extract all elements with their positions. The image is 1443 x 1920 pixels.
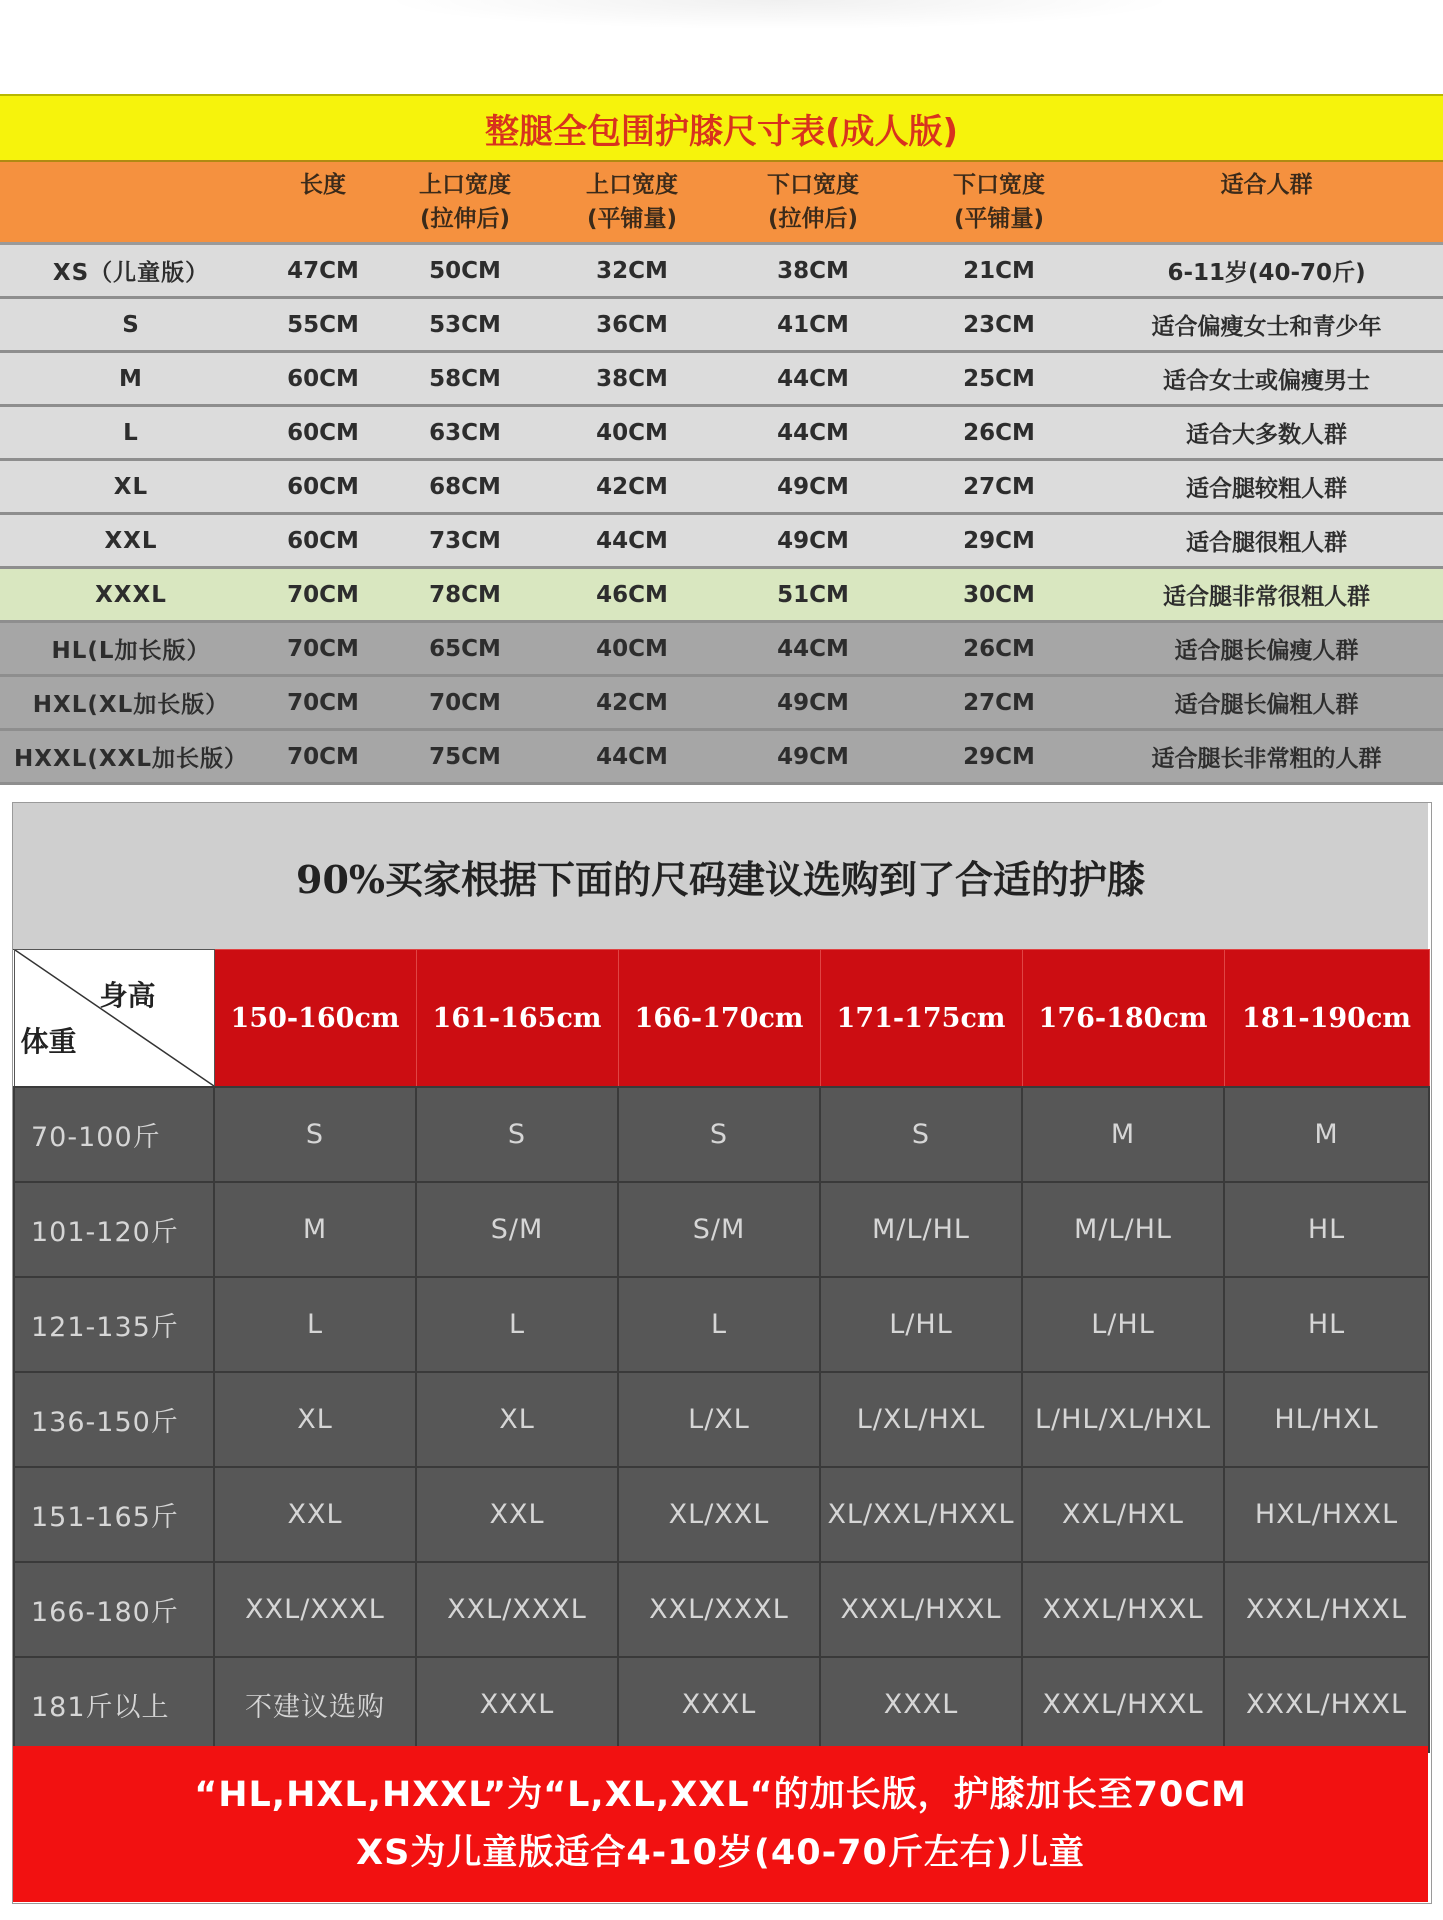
weight-cell: 151-165斤	[14, 1467, 214, 1562]
header-length	[262, 161, 384, 244]
recommended-size-cell: HL	[1224, 1182, 1429, 1277]
recommended-size-cell: M/L/HL	[820, 1182, 1022, 1277]
cell-length: 47CM	[262, 244, 384, 298]
recommended-size-cell: XL	[416, 1372, 618, 1467]
cell-bottom-width-stretched: 49CM	[718, 676, 908, 730]
size-chart-title-row	[0, 95, 1443, 161]
height-header-row	[14, 950, 1429, 1088]
header-sublabel: (拉伸后)	[419, 206, 511, 232]
recommended-size-cell: L	[618, 1277, 820, 1372]
cell-size: S	[0, 298, 262, 352]
recommended-size-cell: HL	[1224, 1277, 1429, 1372]
recommended-size-cell: S	[618, 1087, 820, 1182]
cell-bottom-width-stretched: 41CM	[718, 298, 908, 352]
recommended-size-cell: XXXL/HXXL	[1022, 1657, 1224, 1752]
cell-length: 55CM	[262, 298, 384, 352]
cell-top-width-flat: 44CM	[546, 514, 718, 568]
recommended-size-cell: XXXL	[416, 1657, 618, 1752]
recommended-size-cell: S	[214, 1087, 416, 1182]
cell-top-width-stretched: 75CM	[384, 730, 546, 784]
cell-bottom-width-stretched: 38CM	[718, 244, 908, 298]
cell-bottom-width-flat: 27CM	[908, 460, 1090, 514]
recommended-size-cell: XXL	[214, 1467, 416, 1562]
cell-top-width-stretched: 78CM	[384, 568, 546, 622]
cell-top-width-stretched: 63CM	[384, 406, 546, 460]
cell-top-width-flat: 36CM	[546, 298, 718, 352]
size-chart-row	[0, 406, 1443, 460]
height-header-cell: 171-175cm	[820, 950, 1022, 1088]
recommended-size-cell: XXXL	[618, 1657, 820, 1752]
cell-bottom-width-flat: 29CM	[908, 730, 1090, 784]
size-chart-row	[0, 298, 1443, 352]
recommended-size-cell: HXL/HXXL	[1224, 1467, 1429, 1562]
recommended-size-cell: XXL/HXL	[1022, 1467, 1224, 1562]
header-sublabel: (平铺量)	[953, 206, 1045, 232]
recommended-size-cell: XXXL/HXXL	[1224, 1562, 1429, 1657]
recommended-size-cell: L/HL	[820, 1277, 1022, 1372]
size-chart-row	[0, 460, 1443, 514]
cell-suitable-for: 适合女士或偏瘦男士	[1090, 352, 1443, 406]
cell-top-width-flat: 42CM	[546, 676, 718, 730]
cell-suitable-for: 适合腿非常很粗人群	[1090, 568, 1443, 622]
cell-bottom-width-stretched: 49CM	[718, 730, 908, 784]
cell-length: 70CM	[262, 730, 384, 784]
recommended-size-cell: M	[1022, 1087, 1224, 1182]
cell-length: 70CM	[262, 622, 384, 676]
header-label: 适合人群	[1220, 172, 1313, 198]
cell-size: XS（儿童版）	[0, 244, 262, 298]
height-header-cell: 166-170cm	[618, 950, 820, 1088]
header-bottom-width-stretched	[718, 161, 908, 244]
recommendation-grid-body	[14, 950, 1429, 1753]
recommendation-title: 90%买家根据下面的尺码建议选购到了合适的护膝	[13, 803, 1428, 950]
cell-bottom-width-stretched: 51CM	[718, 568, 908, 622]
corner-height-label: 身高	[99, 979, 156, 1012]
cell-bottom-width-flat: 27CM	[908, 676, 1090, 730]
size-chart-row	[0, 622, 1443, 676]
cell-size: HXXL(XXL加长版）	[0, 730, 262, 784]
weight-cell: 181斤以上	[14, 1657, 214, 1752]
cell-suitable-for: 适合腿很粗人群	[1090, 514, 1443, 568]
weight-row	[14, 1372, 1429, 1467]
header-sublabel: (平铺量)	[586, 206, 678, 232]
cell-top-width-flat: 42CM	[546, 460, 718, 514]
weight-cell: 136-150斤	[14, 1372, 214, 1467]
recommended-size-cell: L/XL	[618, 1372, 820, 1467]
cell-top-width-stretched: 65CM	[384, 622, 546, 676]
recommended-size-cell: XXXL	[820, 1657, 1022, 1752]
recommended-size-cell: M	[214, 1182, 416, 1277]
cell-size: XXXL	[0, 568, 262, 622]
weight-row	[14, 1467, 1429, 1562]
cell-top-width-stretched: 73CM	[384, 514, 546, 568]
height-header-cell: 150-160cm	[214, 950, 416, 1088]
cell-size: XL	[0, 460, 262, 514]
cell-size: XXL	[0, 514, 262, 568]
recommended-size-cell: XL/XXL	[618, 1467, 820, 1562]
recommendation-grid	[13, 949, 1430, 1753]
cell-bottom-width-flat: 26CM	[908, 622, 1090, 676]
height-header-cell: 161-165cm	[416, 950, 618, 1088]
header-size	[0, 161, 262, 244]
corner-cell	[14, 950, 214, 1088]
size-chart-row	[0, 568, 1443, 622]
header-label: 上口宽度	[586, 172, 678, 198]
size-chart-row	[0, 730, 1443, 784]
weight-row	[14, 1277, 1429, 1372]
cell-bottom-width-stretched: 49CM	[718, 514, 908, 568]
weight-cell: 121-135斤	[14, 1277, 214, 1372]
cell-bottom-width-flat: 25CM	[908, 352, 1090, 406]
cell-top-width-stretched: 58CM	[384, 352, 546, 406]
diagonal-divider	[15, 950, 214, 1086]
header-suitable-for	[1090, 161, 1443, 244]
cell-bottom-width-stretched: 44CM	[718, 352, 908, 406]
cell-top-width-flat: 40CM	[546, 406, 718, 460]
cell-bottom-width-flat: 21CM	[908, 244, 1090, 298]
cell-size: M	[0, 352, 262, 406]
recommended-size-cell: XL	[214, 1372, 416, 1467]
cell-top-width-flat: 46CM	[546, 568, 718, 622]
recommended-size-cell: XXL/XXXL	[416, 1562, 618, 1657]
footer-note-line-1: “HL,HXL,HXXL”为“L,XL,XXL“的加长版，护膝加长至70CM	[194, 1775, 1247, 1815]
recommended-size-cell: XXL	[416, 1467, 618, 1562]
cell-length: 60CM	[262, 406, 384, 460]
cell-size: HL(L加长版）	[0, 622, 262, 676]
recommended-size-cell: M/L/HL	[1022, 1182, 1224, 1277]
cell-bottom-width-flat: 26CM	[908, 406, 1090, 460]
cell-suitable-for: 适合腿长偏瘦人群	[1090, 622, 1443, 676]
cell-suitable-for: 6-11岁(40-70斤)	[1090, 244, 1443, 298]
header-top-width-stretched	[384, 161, 546, 244]
recommended-size-cell: L/HL/XL/HXL	[1022, 1372, 1224, 1467]
cell-length: 60CM	[262, 460, 384, 514]
weight-row	[14, 1087, 1429, 1182]
cell-suitable-for: 适合偏瘦女士和青少年	[1090, 298, 1443, 352]
header-sublabel	[1090, 202, 1443, 236]
cell-length: 60CM	[262, 352, 384, 406]
height-header-cell: 181-190cm	[1224, 950, 1429, 1088]
cell-top-width-stretched: 53CM	[384, 298, 546, 352]
top-shadow-decoration	[380, 0, 1180, 30]
cell-bottom-width-flat: 29CM	[908, 514, 1090, 568]
cell-suitable-for: 适合腿较粗人群	[1090, 460, 1443, 514]
footer-note-line-2: XS为儿童版适合4-10岁(40-70斤左右)儿童	[356, 1833, 1085, 1873]
cell-top-width-flat: 44CM	[546, 730, 718, 784]
header-label: 下口宽度	[953, 172, 1045, 198]
recommended-size-cell: M	[1224, 1087, 1429, 1182]
recommended-size-cell: HL/HXL	[1224, 1372, 1429, 1467]
cell-bottom-width-stretched: 44CM	[718, 622, 908, 676]
corner-weight-label: 体重	[20, 1025, 77, 1058]
cell-bottom-width-stretched: 44CM	[718, 406, 908, 460]
cell-size: L	[0, 406, 262, 460]
cell-suitable-for: 适合腿长非常粗的人群	[1090, 730, 1443, 784]
header-sublabel	[262, 202, 384, 236]
recommended-size-cell: S/M	[416, 1182, 618, 1277]
size-chart-body	[0, 95, 1443, 784]
header-top-width-flat	[546, 161, 718, 244]
recommended-size-cell: XXXL/HXXL	[1022, 1562, 1224, 1657]
weight-row	[14, 1182, 1429, 1277]
cell-size: HXL(XL加长版）	[0, 676, 262, 730]
header-label: 下口宽度	[767, 172, 859, 198]
weight-row	[14, 1657, 1429, 1752]
size-chart-table	[0, 94, 1443, 785]
recommended-size-cell: XXXL/HXXL	[1224, 1657, 1429, 1752]
cell-suitable-for: 适合大多数人群	[1090, 406, 1443, 460]
size-chart-title: 整腿全包围护膝尺寸表(成人版)	[0, 95, 1443, 161]
cell-top-width-flat: 40CM	[546, 622, 718, 676]
cell-top-width-flat: 32CM	[546, 244, 718, 298]
header-label: 长度	[300, 172, 346, 198]
cell-bottom-width-flat: 30CM	[908, 568, 1090, 622]
recommended-size-cell: L	[416, 1277, 618, 1372]
recommended-size-cell: L/HL	[1022, 1277, 1224, 1372]
recommended-size-cell: L/XL/HXL	[820, 1372, 1022, 1467]
size-chart-row	[0, 244, 1443, 298]
size-chart-header-row	[0, 161, 1443, 244]
header-bottom-width-flat	[908, 161, 1090, 244]
cell-top-width-flat: 38CM	[546, 352, 718, 406]
recommended-size-cell: S/M	[618, 1182, 820, 1277]
recommended-size-cell: XL/XXL/HXXL	[820, 1467, 1022, 1562]
size-chart-row	[0, 514, 1443, 568]
height-header-cell: 176-180cm	[1022, 950, 1224, 1088]
cell-bottom-width-stretched: 49CM	[718, 460, 908, 514]
cell-length: 70CM	[262, 568, 384, 622]
recommended-size-cell: L	[214, 1277, 416, 1372]
weight-cell: 101-120斤	[14, 1182, 214, 1277]
weight-cell: 70-100斤	[14, 1087, 214, 1182]
cell-top-width-stretched: 70CM	[384, 676, 546, 730]
recommended-size-cell: XXL/XXXL	[214, 1562, 416, 1657]
cell-top-width-stretched: 50CM	[384, 244, 546, 298]
recommended-size-cell: XXL/XXXL	[618, 1562, 820, 1657]
cell-top-width-stretched: 68CM	[384, 460, 546, 514]
size-chart-row	[0, 676, 1443, 730]
cell-suitable-for: 适合腿长偏粗人群	[1090, 676, 1443, 730]
header-label: 上口宽度	[419, 172, 511, 198]
footer-note	[13, 1746, 1428, 1902]
size-chart-row	[0, 352, 1443, 406]
cell-bottom-width-flat: 23CM	[908, 298, 1090, 352]
cell-length: 70CM	[262, 676, 384, 730]
recommended-size-cell: XXXL/HXXL	[820, 1562, 1022, 1657]
recommended-size-cell: 不建议选购	[214, 1657, 416, 1752]
recommended-size-cell: S	[820, 1087, 1022, 1182]
cell-length: 60CM	[262, 514, 384, 568]
weight-row	[14, 1562, 1429, 1657]
recommended-size-cell: S	[416, 1087, 618, 1182]
weight-cell: 166-180斤	[14, 1562, 214, 1657]
header-sublabel: (拉伸后)	[767, 206, 859, 232]
